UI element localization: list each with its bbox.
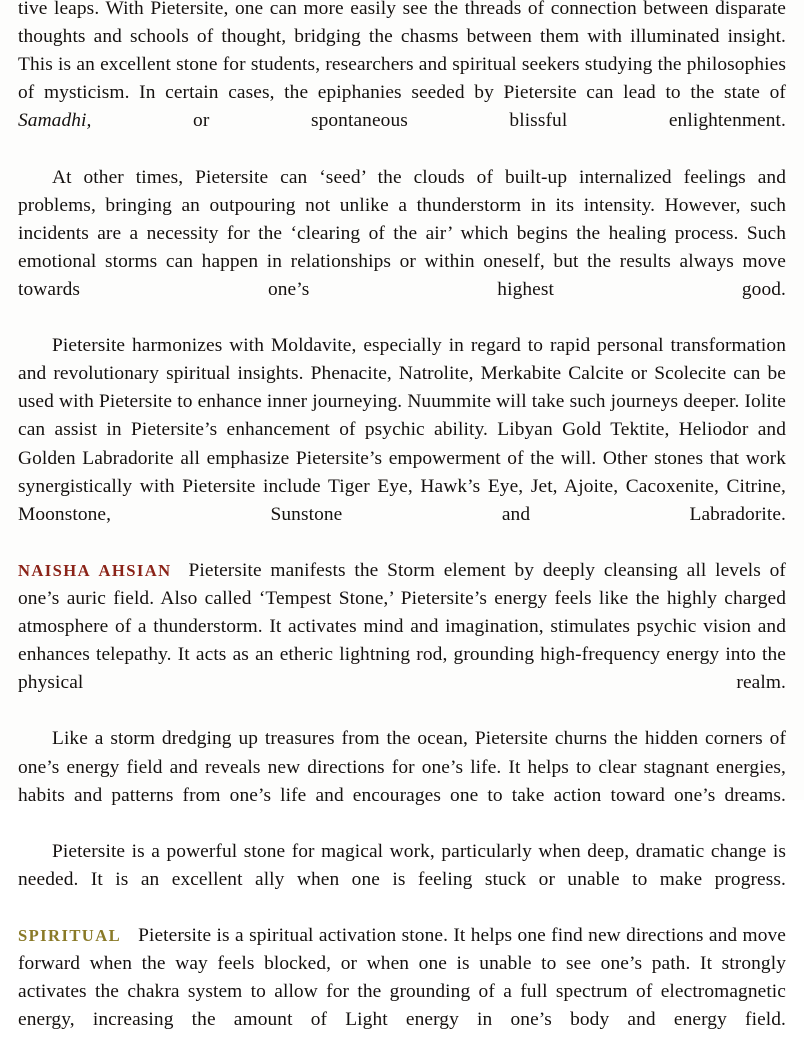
page-text-block — [18, 0, 786, 1063]
paragraph-continued-from-previous-page — [18, 0, 786, 164]
paragraph-1-part-b: or spontaneous blissful enlightenment. — [91, 110, 786, 132]
spiritual-section-paragraph — [18, 922, 786, 1062]
naisha-ahsian-paragraph-2: Like a storm dredging up treasures from the ocean, Pietersite churns the hidden corners of one’s energy field and reveals new directions for one’s life. It helps to clear stagnant energies, habits and patterns from one’s life and encourages one to take action toward one’s dreams. — [18, 728, 786, 806]
runin-heading-spiritual: SPIRITUAL — [18, 926, 122, 946]
runin-heading-naisha-ahsian: NAISHA AHSIAN — [18, 560, 172, 580]
naisha-ahsian-section-opening-paragraph — [18, 557, 786, 726]
naisha-ahsian-paragraph-1-text: Pietersite manifests the Storm element by deeply cleansing all levels of one’s auric field. Also called ‘Tempest Stone,’ Pietersite’s energy feels like the highly charged atmosphere of a thunderstorm. It activates mind and imagination, stimulates psychic vision and enhances telepathy. It acts as an etheric lightning rod, grounding high-frequency energy into the physical realm. — [18, 559, 786, 694]
naisha-ahsian-paragraph-3: Pietersite is a powerful stone for magical work, particularly when deep, dramatic change is needed. It is an excellent ally when one is feeling stuck or unable to make progress. — [18, 840, 786, 890]
paragraph-harmonizes-with-moldavite: Pietersite harmonizes with Moldavite, especially in regard to rapid personal transformation and revolutionary spiritual insights. Phenacite, Natrolite, Merkabite Calcite or Scolecite can be used with Pietersite to enhance inner journeying. Nuummite will take such journeys deeper. Iolite can assist in Pietersite’s enhancement of psychic ability. Libyan Gold Tektite, Heliodor and Golden Labradorite all emphasize Pietersite’s empowerment of the will. Other stones that work synergistically with Pietersite include Tiger Eye, Hawk’s Eye, Jet, Ajoite, Cacoxenite, Citrine, Moonstone, Sunstone and Labradorite. — [18, 335, 786, 525]
italic-term-samadhi: Samadhi, — [18, 110, 92, 132]
spiritual-paragraph-1-text: Pietersite is a spiritual activation stone. It helps one find new directions and move forward when the way feels blocked, or when one is unable to see one’s path. It strongly activates the chakra system to allow for the grounding of a full spectrum of electromagnetic energy, increasing the amount of Light energy in one’s body and energy field. — [18, 925, 786, 1031]
paragraph-1-part-a: tive leaps. With Pietersite, one can more easily see the threads of connection between disparate thoughts and schools of thought, bridging the chasms between them with illuminated insight. This is an excellent stone for students, researchers and spiritual seekers studying the philosophies of mysticism. In certain cases, the epiphanies seeded by Pietersite can lead to the state of — [18, 0, 786, 104]
paragraph-at-other-times: At other times, Pietersite can ‘seed’ the clouds of built-up internalized feelings and problems, bringing an outpouring not unlike a thunderstorm in its intensity. However, such incidents are a necessity for the ‘clearing of the air’ which begins the healing process. Such emotional storms can happen in relationships or within oneself, but the results always move towards one’s highest good. — [18, 166, 786, 300]
